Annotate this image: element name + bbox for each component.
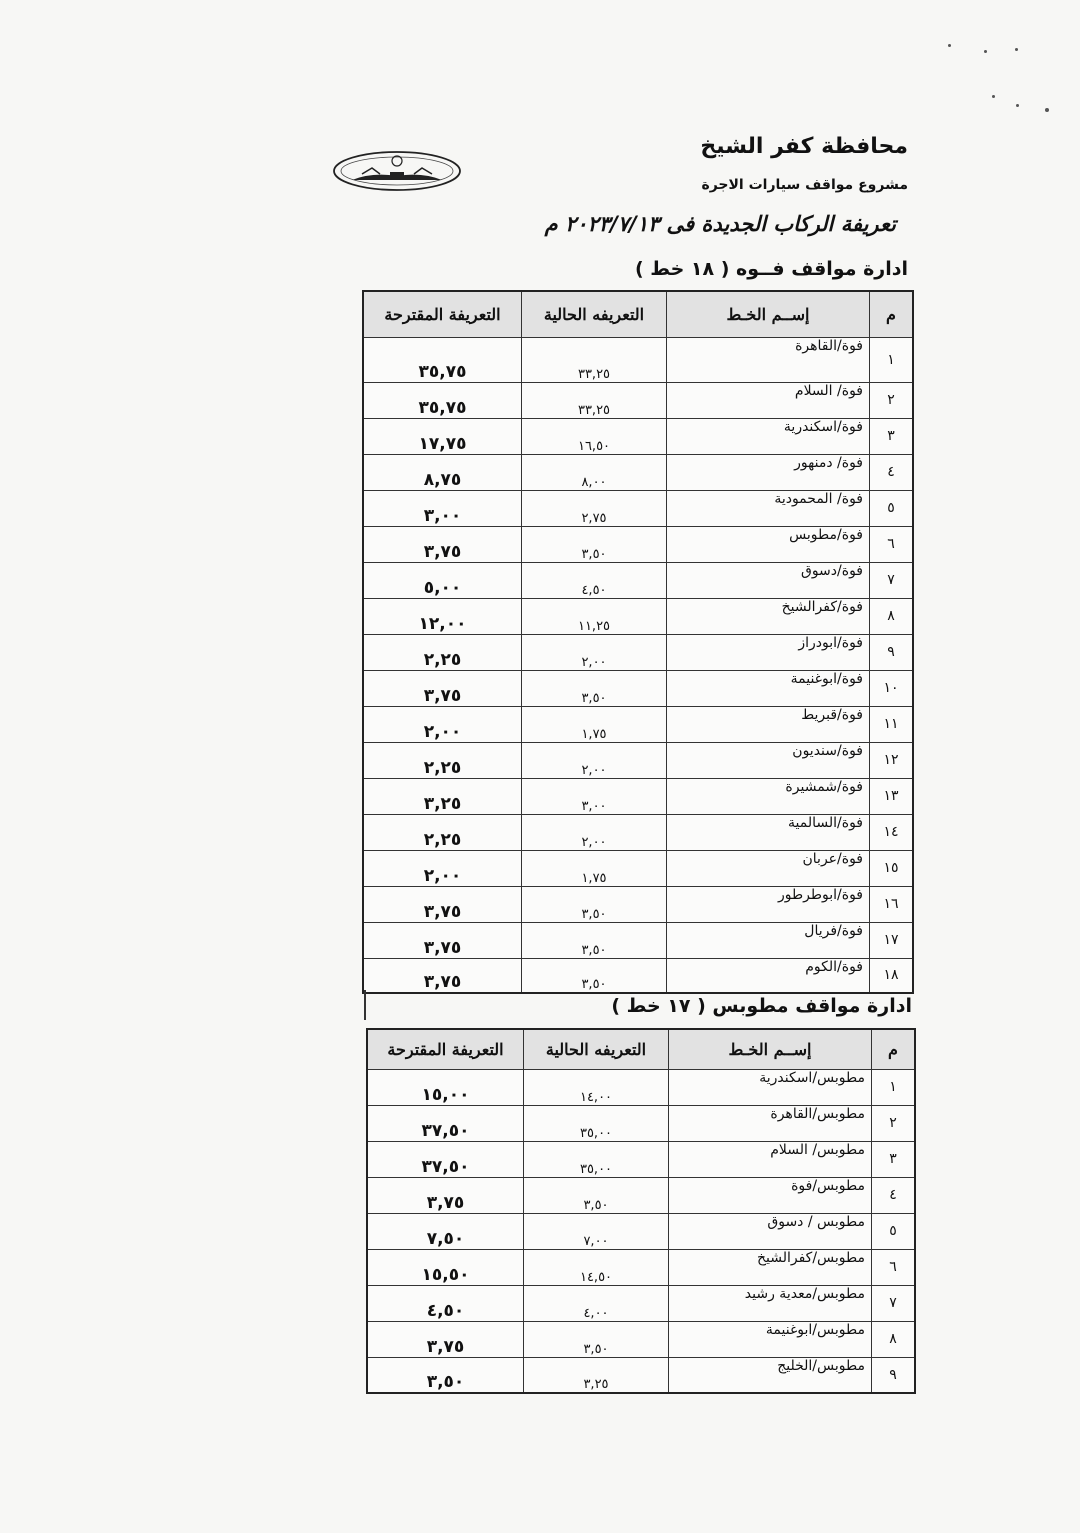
current-fare: ٣٥,٠٠ <box>524 1105 669 1141</box>
row-number: ٢ <box>872 1105 916 1141</box>
proposed-fare: ٥,٠٠ <box>363 562 522 598</box>
line-name: فوة/الكوم <box>667 958 870 993</box>
proposed-fare: ٣٧,٥٠ <box>367 1105 524 1141</box>
line-name: مطوبس/فوة <box>669 1177 872 1213</box>
column-header-no: م <box>870 291 914 337</box>
current-fare: ٣٣,٢٥ <box>522 337 667 382</box>
current-fare: ١١,٢٥ <box>522 598 667 634</box>
row-number: ١٨ <box>870 958 914 993</box>
table-row <box>363 454 913 490</box>
column-header-current: التعريفه الحالية <box>522 291 667 337</box>
table-row <box>363 778 913 814</box>
proposed-fare: ٢,٠٠ <box>363 706 522 742</box>
table-row <box>363 418 913 454</box>
row-number: ٨ <box>872 1321 916 1357</box>
line-name: مطوبس/معدية رشيد <box>669 1285 872 1321</box>
proposed-fare: ٢,٢٥ <box>363 634 522 670</box>
table-row <box>367 1249 915 1285</box>
line-name: فوة/كفرالشيخ <box>667 598 870 634</box>
current-fare: ١٤,٠٠ <box>524 1069 669 1105</box>
row-number: ١٢ <box>870 742 914 778</box>
current-fare: ٣,٥٠ <box>522 886 667 922</box>
scan-speck <box>948 44 951 47</box>
row-number: ١٧ <box>870 922 914 958</box>
table-row <box>367 1141 915 1177</box>
proposed-fare: ٤,٥٠ <box>367 1285 524 1321</box>
line-name: فوة/ دمنهور <box>667 454 870 490</box>
table-row <box>363 634 913 670</box>
proposed-fare: ٨,٧٥ <box>363 454 522 490</box>
current-fare: ٣,٠٠ <box>522 778 667 814</box>
line-name: فوة/شمشيرة <box>667 778 870 814</box>
table-row <box>363 562 913 598</box>
proposed-fare: ٣٧,٥٠ <box>367 1141 524 1177</box>
line-name: فوة/ابوطرطور <box>667 886 870 922</box>
current-fare: ٣,٥٠ <box>522 526 667 562</box>
table-row <box>363 922 913 958</box>
column-header-proposed: التعريفة المقترحة <box>363 291 522 337</box>
table-row <box>367 1177 915 1213</box>
current-fare: ٧,٠٠ <box>524 1213 669 1249</box>
document-title: تعريفة الركاب الجديدة فى ٢٠٢٣/٧/١٣ م <box>544 212 896 236</box>
row-number: ٣ <box>872 1141 916 1177</box>
current-fare: ٢,٧٥ <box>522 490 667 526</box>
proposed-fare: ٣,٧٥ <box>363 670 522 706</box>
line-name: مطوبس/ السلام <box>669 1141 872 1177</box>
line-name: فوة/فريال <box>667 922 870 958</box>
row-number: ٧ <box>872 1285 916 1321</box>
table-row <box>363 382 913 418</box>
table-row <box>363 706 913 742</box>
line-name: فوة/القاهرة <box>667 337 870 382</box>
row-number: ٤ <box>872 1177 916 1213</box>
line-name: مطوبس/الخليج <box>669 1357 872 1393</box>
table-row <box>367 1105 915 1141</box>
proposed-fare: ١٢,٠٠ <box>363 598 522 634</box>
row-number: ١ <box>870 337 914 382</box>
table-row <box>367 1213 915 1249</box>
current-fare: ٤,٠٠ <box>524 1285 669 1321</box>
current-fare: ٢,٠٠ <box>522 634 667 670</box>
row-number: ١٦ <box>870 886 914 922</box>
row-number: ١١ <box>870 706 914 742</box>
proposed-fare: ٣,٧٥ <box>363 958 522 993</box>
proposed-fare: ١٧,٧٥ <box>363 418 522 454</box>
row-number: ٥ <box>870 490 914 526</box>
row-number: ٢ <box>870 382 914 418</box>
project-name: مشروع مواقف سيارات الاجرة <box>701 177 908 193</box>
current-fare: ٢,٠٠ <box>522 814 667 850</box>
table-header-row <box>363 291 913 337</box>
line-name: مطوبس/اسكندرية <box>669 1069 872 1105</box>
line-name: فوة/ المحمودية <box>667 490 870 526</box>
line-name: فوة/ابودراز <box>667 634 870 670</box>
letterhead <box>700 134 908 193</box>
governorate-logo-icon <box>332 150 462 192</box>
table-row <box>363 814 913 850</box>
line-name: مطوبس/القاهرة <box>669 1105 872 1141</box>
proposed-fare: ٢,٢٥ <box>363 814 522 850</box>
proposed-fare: ٣,٥٠ <box>367 1357 524 1393</box>
proposed-fare: ٣٥,٧٥ <box>363 382 522 418</box>
proposed-fare: ٣,٧٥ <box>367 1321 524 1357</box>
current-fare: ٣,٥٠ <box>522 958 667 993</box>
row-number: ٨ <box>870 598 914 634</box>
proposed-fare: ٣,٧٥ <box>363 526 522 562</box>
current-fare: ١٤,٥٠ <box>524 1249 669 1285</box>
proposed-fare: ٧,٥٠ <box>367 1213 524 1249</box>
table-row <box>363 742 913 778</box>
proposed-fare: ٢,٢٥ <box>363 742 522 778</box>
scan-speck <box>992 95 995 98</box>
row-number: ٧ <box>870 562 914 598</box>
proposed-fare: ٣,٧٥ <box>363 922 522 958</box>
current-fare: ١,٧٥ <box>522 850 667 886</box>
proposed-fare: ٣,٧٥ <box>363 886 522 922</box>
current-fare: ٣,٢٥ <box>524 1357 669 1393</box>
scan-speck <box>1015 48 1018 51</box>
proposed-fare: ٣,٠٠ <box>363 490 522 526</box>
proposed-fare: ١٥,٠٠ <box>367 1069 524 1105</box>
line-name: فوة/اسكندرية <box>667 418 870 454</box>
row-number: ٥ <box>872 1213 916 1249</box>
column-header-line: إســم الخـط <box>667 291 870 337</box>
line-name: فوة/قبريط <box>667 706 870 742</box>
line-name: فوة/دسوق <box>667 562 870 598</box>
section-title-fouh: ادارة مواقف فــوه ( ١٨ خط ) <box>634 258 908 280</box>
table-row <box>363 670 913 706</box>
current-fare: ١,٧٥ <box>522 706 667 742</box>
fares-table-motobas <box>366 1028 916 1394</box>
table-row <box>367 1069 915 1105</box>
proposed-fare: ٢,٠٠ <box>363 850 522 886</box>
table-row <box>363 958 913 993</box>
table-row <box>367 1285 915 1321</box>
column-header-line: إســم الخـط <box>669 1029 872 1069</box>
proposed-fare: ٣,٢٥ <box>363 778 522 814</box>
row-number: ١٥ <box>870 850 914 886</box>
line-name: فوة/مطوبس <box>667 526 870 562</box>
line-name: فوة/سنديون <box>667 742 870 778</box>
table-row <box>363 337 913 382</box>
row-number: ٦ <box>872 1249 916 1285</box>
current-fare: ٣,٥٠ <box>522 670 667 706</box>
column-header-no: م <box>872 1029 916 1069</box>
table-row <box>363 490 913 526</box>
line-name: مطوبس/ابوغنيمة <box>669 1321 872 1357</box>
current-fare: ٣٣,٢٥ <box>522 382 667 418</box>
column-header-current: التعريفه الحالية <box>524 1029 669 1069</box>
line-name: مطوبس / دسوق <box>669 1213 872 1249</box>
current-fare: ٨,٠٠ <box>522 454 667 490</box>
column-header-proposed: التعريفة المقترحة <box>367 1029 524 1069</box>
table-row <box>363 850 913 886</box>
current-fare: ٣,٥٠ <box>524 1321 669 1357</box>
current-fare: ٤,٥٠ <box>522 562 667 598</box>
row-number: ١٣ <box>870 778 914 814</box>
scan-speck <box>984 50 987 53</box>
governorate-name: محافظة كفر الشيخ <box>700 134 908 159</box>
line-name: فوة/السالمية <box>667 814 870 850</box>
table-row <box>367 1357 915 1393</box>
row-number: ١ <box>872 1069 916 1105</box>
section-title-motobas: ادارة مواقف مطوبس ( ١٧ خط ) <box>611 995 912 1017</box>
table-row <box>367 1321 915 1357</box>
current-fare: ٣,٥٠ <box>524 1177 669 1213</box>
table-row <box>363 526 913 562</box>
table-edge-line <box>364 990 366 1020</box>
current-fare: ٣٥,٠٠ <box>524 1141 669 1177</box>
row-number: ٤ <box>870 454 914 490</box>
table-header-row <box>367 1029 915 1069</box>
proposed-fare: ٣٥,٧٥ <box>363 337 522 382</box>
table-row <box>363 598 913 634</box>
row-number: ١٤ <box>870 814 914 850</box>
scan-speck <box>1045 108 1049 112</box>
row-number: ٦ <box>870 526 914 562</box>
fares-table-fouh <box>362 290 914 994</box>
row-number: ١٠ <box>870 670 914 706</box>
current-fare: ٣,٥٠ <box>522 922 667 958</box>
row-number: ٩ <box>870 634 914 670</box>
row-number: ٩ <box>872 1357 916 1393</box>
row-number: ٣ <box>870 418 914 454</box>
proposed-fare: ٣,٧٥ <box>367 1177 524 1213</box>
scan-speck <box>1016 104 1019 107</box>
line-name: فوة/عربان <box>667 850 870 886</box>
current-fare: ١٦,٥٠ <box>522 418 667 454</box>
line-name: فوة/ابوغنيمة <box>667 670 870 706</box>
table-row <box>363 886 913 922</box>
line-name: مطوبس/كفرالشيخ <box>669 1249 872 1285</box>
current-fare: ٢,٠٠ <box>522 742 667 778</box>
line-name: فوة/ السلام <box>667 382 870 418</box>
proposed-fare: ١٥,٥٠ <box>367 1249 524 1285</box>
